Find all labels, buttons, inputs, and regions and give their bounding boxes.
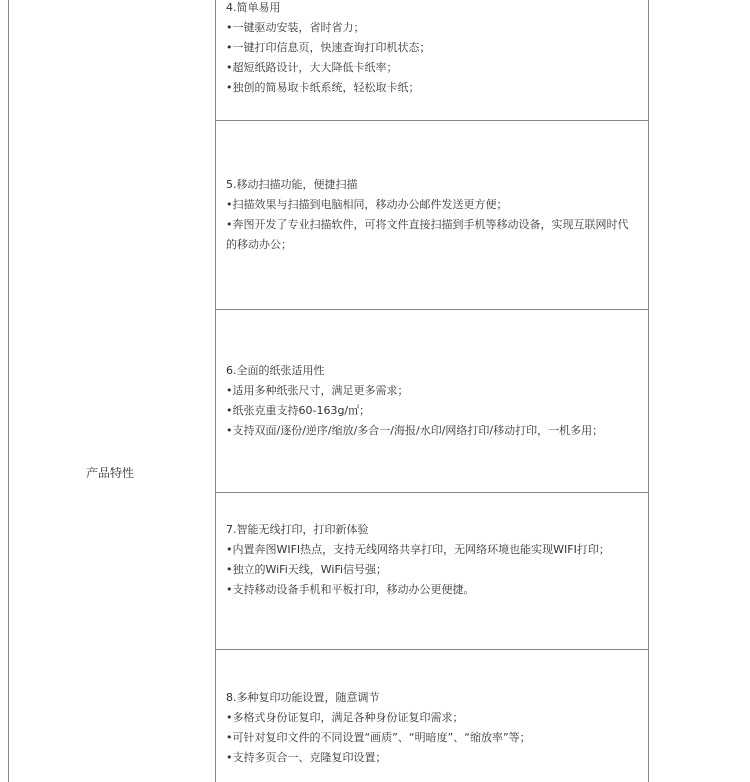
feature-title: 5.移动扫描功能，便捷扫描 — [226, 178, 358, 191]
feature-line: •支持多页合一、克隆复印设置； — [226, 751, 387, 764]
spec-label: 产品特性 — [86, 466, 135, 480]
feature-line: •多格式身份证复印，满足各种身份证复印需求； — [226, 711, 464, 724]
feature-cell-wireless-print — [216, 493, 648, 650]
feature-line: •超短纸路设计，大大降低卡纸率； — [226, 61, 398, 74]
feature-cell-mobile-scan — [216, 121, 648, 310]
feature-line: •独立的WiFi天线，WiFi信号强； — [226, 563, 388, 576]
feature-cell-easy-use — [216, 0, 648, 121]
feature-line: •支持双面/逐份/逆序/缩放/多合一/海报/水印/网络打印/移动打印，一机多用； — [226, 424, 604, 437]
feature-line: •适用多种纸张尺寸，满足更多需求； — [226, 384, 409, 397]
feature-cell-paper-support — [216, 310, 648, 493]
feature-title: 7.智能无线打印，打印新体验 — [226, 523, 369, 536]
feature-line: •扫描效果与扫描到电脑相同，移动办公邮件发送更方便； — [226, 198, 508, 211]
feature-line: •支持移动设备手机和平板打印，移动办公更便捷。 — [226, 583, 475, 596]
feature-line: •奔图开发了专业扫描软件，可将文件直接扫描到手机等移动设备，实现互联网时代的移动办公； — [226, 218, 629, 251]
feature-line: •纸张克重支持60-163g/㎡； — [226, 404, 371, 417]
feature-title: 6.全面的纸张适用性 — [226, 364, 325, 377]
feature-line: •可针对复印文件的不同设置“画质”、“明暗度”、“缩放率”等； — [226, 731, 531, 744]
spec-label-cell — [8, 0, 215, 782]
feature-title: 8.多种复印功能设置，随意调节 — [226, 691, 380, 704]
feature-line: •一键打印信息页，快速查询打印机状态； — [226, 41, 431, 54]
feature-cell-copy-settings — [216, 650, 648, 782]
feature-line: •内置奔图WIFI热点，支持无线网络共享打印，无网络环境也能实现WIFI打印； — [226, 543, 610, 556]
feature-title: 4.简单易用 — [226, 1, 281, 14]
feature-line: •独创的简易取卡纸系统，轻松取卡纸； — [226, 81, 420, 94]
feature-line: •一键驱动安装，省时省力； — [226, 21, 365, 34]
